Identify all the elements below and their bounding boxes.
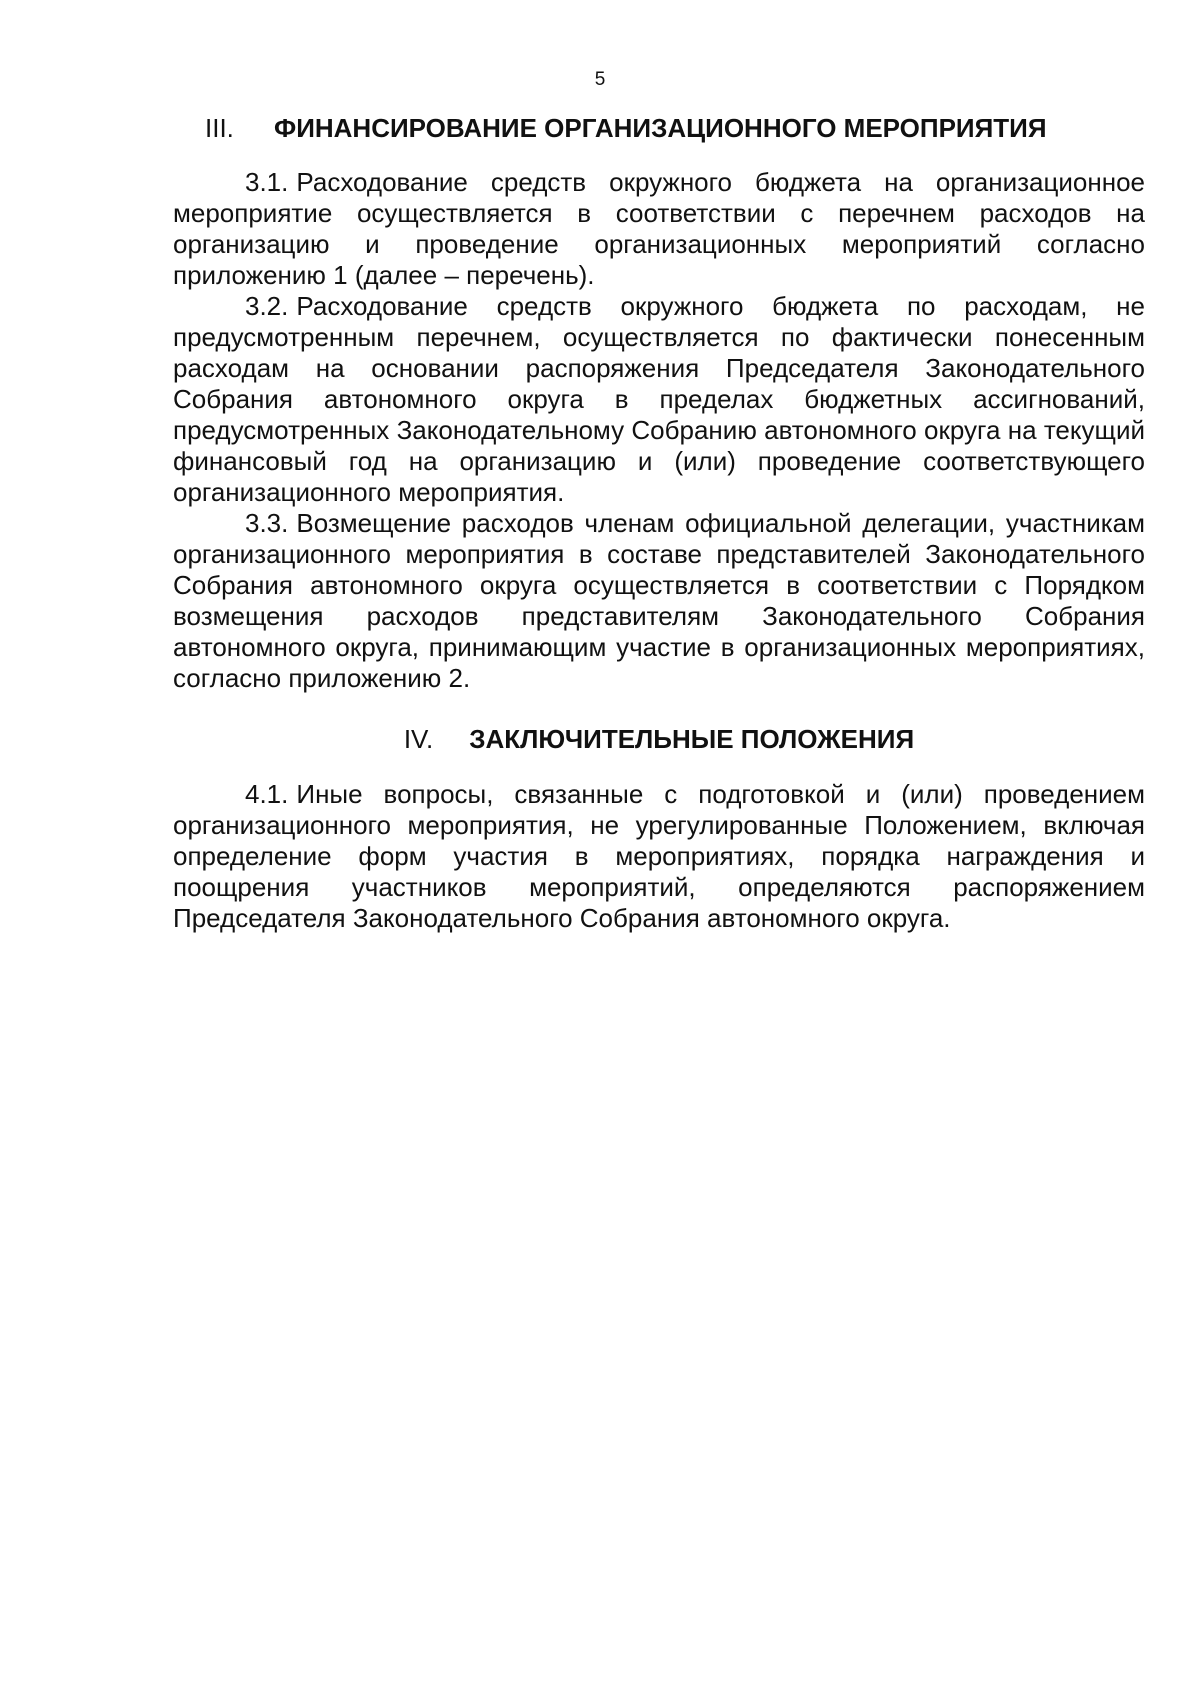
section-3-body <box>173 167 1145 694</box>
paragraph-4-1-number: 4.1. <box>245 779 289 809</box>
section-4 <box>173 723 1145 934</box>
page-number: 5 <box>594 69 606 90</box>
section-3-heading <box>173 112 1145 144</box>
paragraph-3-3 <box>173 508 1145 694</box>
paragraph-3-2-text: Расходование средств окружного бюджета по расходам, не предусмотренным перечнем, осуществляется по фактически понесенным расходам на основании распоряжения Председателя Законодательного Собрания автономного округа в пределах бюджетных ассигнований, предусмотренных Законодательному Собранию автономного округа на текущий финансовый год на организацию и (или) проведение соответствующего организационного мероприятия. <box>173 291 1145 507</box>
paragraph-3-1-text: Расходование средств окружного бюджета на организационное мероприятие осуществляется в соответствии с перечнем расходов на организацию и проведение организационных мероприятий согласно приложению 1 (далее – перечень). <box>173 167 1145 290</box>
paragraph-3-2 <box>173 291 1145 508</box>
section-3 <box>173 112 1145 694</box>
section-4-title: ЗАКЛЮЧИТЕЛЬНЫЕ ПОЛОЖЕНИЯ <box>469 724 915 754</box>
paragraph-4-1 <box>173 779 1145 934</box>
paragraph-3-1-number: 3.1. <box>245 167 289 197</box>
paragraph-3-3-number: 3.3. <box>245 508 289 538</box>
document-content <box>173 112 1145 934</box>
paragraph-3-1 <box>173 167 1145 291</box>
section-4-number: IV. <box>403 724 434 754</box>
paragraph-3-2-number: 3.2. <box>245 291 289 321</box>
section-4-heading <box>173 723 1145 755</box>
section-3-number: III. <box>205 113 234 143</box>
paragraph-3-3-text: Возмещение расходов членам официальной делегации, участникам организационного мероприятия в составе представителей Законодательного Собрания автономного округа осуществляется в соответствии с Порядком возмещения расходов представителям Законодательного Собрания автономного округа, принимающим участие в организационных мероприятиях, согласно приложению 2. <box>173 508 1145 693</box>
section-4-body <box>173 779 1145 934</box>
paragraph-4-1-text: Иные вопросы, связанные с подготовкой и (или) проведением организационного мероприятия, не урегулированные Положением, включая определение форм участия в мероприятиях, порядка награждения и поощрения участников мероприятий, определяются распоряжением Председателя Законодательного Собрания автономного округа. <box>173 779 1145 933</box>
section-3-title: ФИНАНСИРОВАНИЕ ОРГАНИЗАЦИОННОГО МЕРОПРИЯТИЯ <box>274 113 1047 143</box>
